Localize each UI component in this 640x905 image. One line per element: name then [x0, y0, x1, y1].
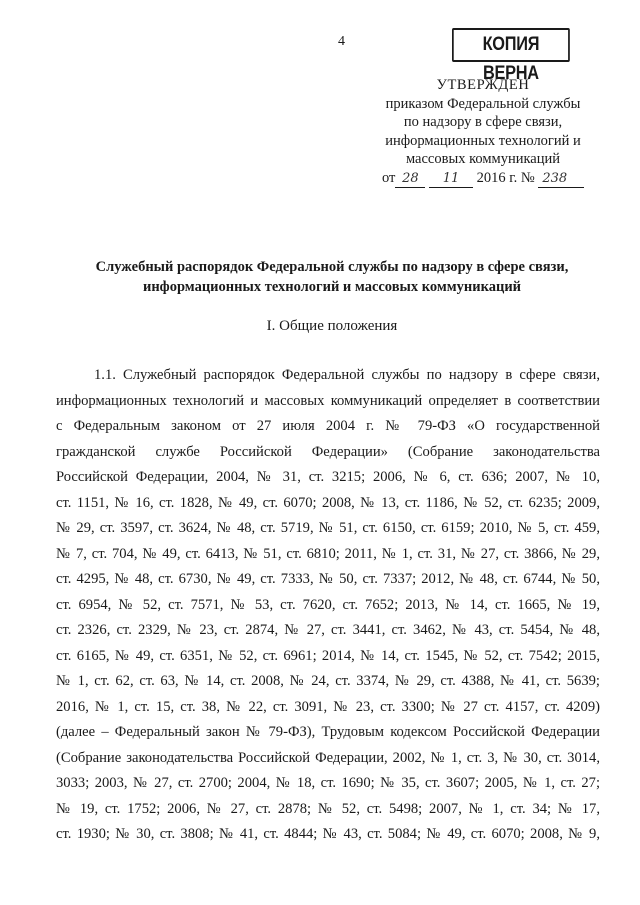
body-line: № 7, ст. 704, № 49, ст. 6413, № 51, ст. 6810; 2011, № 1, ст. 31, № 27, ст. 3866, № 29, — [56, 545, 600, 562]
body-line: ст. 2326, ст. 2329, № 23, ст. 2874, № 27, ст. 3441, ст. 3462, № 43, ст. 5454, № 48, — [56, 622, 600, 638]
body-line: 1.1. Служебный распорядок Федеральной службы по надзору в сфере связи, — [94, 367, 600, 383]
page-number: 4 — [338, 34, 345, 49]
body-line: ст. 6165, № 49, ст. 6351, № 52, ст. 6961; 2014, № 14, ст. 1545, № 52, ст. 7542; 2015, — [56, 647, 600, 664]
approval-line: информационных технологий и — [385, 132, 581, 149]
approval-block — [370, 76, 596, 188]
approval-date-line — [370, 169, 596, 188]
order-number-handwritten: 238 — [538, 171, 584, 188]
date-day-handwritten: 28 — [395, 171, 425, 188]
approval-line: по надзору в сфере связи, — [403, 114, 563, 130]
document-title-line: информационных технологий и массовых коммуникаций — [142, 279, 522, 295]
body-line: (далее – Федеральный закон № 79-ФЗ), Трудовым кодексом Российской Федерации — [56, 724, 600, 740]
body-text — [56, 363, 600, 848]
body-line: ст. 6954, № 52, ст. 7571, № 53, ст. 7620, ст. 7652; 2013, № 14, ст. 1665, № 19, — [56, 596, 600, 613]
body-line: № 19, ст. 1752; 2006, № 27, ст. 2878; № 52, ст. 5498; 2007, № 1, ст. 34; № 17, — [56, 800, 600, 817]
date-prefix: от — [382, 169, 396, 186]
body-line: ст. 4295, № 48, ст. 6730, № 49, ст. 7333, № 50, ст. 7337; 2012, № 48, ст. 6744, № 50, — [56, 571, 600, 587]
body-line: 2016, № 1, ст. 15, ст. 38, № 22, ст. 3091, № 23, ст. 3300; № 27 ст. 4157, ст. 4209) — [56, 698, 600, 715]
body-line: ст. 1151, № 16, ст. 1828, № 49, ст. 6070; 2008, № 13, ст. 1186, № 52, ст. 6235; 2009, — [56, 494, 600, 511]
document-title-line: Служебный распорядок Федеральной службы по надзору в сфере связи, — [95, 259, 569, 275]
body-line: 3033; 2003, № 27, ст. 2700; 2004, № 18, ст. 1690; № 35, ст. 3607; 2005, № 1, ст. 27; — [56, 775, 600, 791]
body-line: ст. 1930; № 30, ст. 3808; № 41, ст. 4844; № 43, ст. 5084; № 49, ст. 6070; 2008, № 9, — [56, 826, 600, 842]
approval-heading: УТВЕРЖДЕН — [436, 77, 530, 93]
body-line: № 29, ст. 3597, ст. 3624, № 48, ст. 5719, № 51, ст. 6150, ст. 6159; 2010, № 5, ст. 459, — [56, 520, 600, 536]
date-month-handwritten: 11 — [429, 171, 473, 188]
section-heading: I. Общие положения — [266, 318, 398, 334]
body-line: гражданской службе Российской Федерации» (Собрание законодательства — [56, 443, 600, 460]
certified-copy-stamp: КОПИЯ ВЕРНА — [452, 28, 570, 62]
body-line: информационных технологий и массовых коммуникаций определяет в соответствии — [56, 392, 600, 409]
body-line: (Собрание законодательства Российской Федерации, 2002, № 1, ст. 3, № 30, ст. 3014, — [56, 749, 600, 766]
approval-line: массовых коммуникаций — [405, 151, 561, 167]
date-year-text: 2016 г. № — [476, 169, 535, 186]
approval-line: приказом Федеральной службы — [385, 95, 581, 112]
body-line: Российской Федерации, 2004, № 31, ст. 3215; 2006, № 6, ст. 636; 2007, № 10, — [56, 469, 600, 485]
body-line: № 1, ст. 62, ст. 63, № 14, ст. 2008, № 24, ст. 3374, № 29, ст. 4388, № 41, ст. 5639; — [56, 673, 600, 689]
document-title — [70, 257, 594, 297]
body-line: с Федеральным законом от 27 июля 2004 г. № 79-ФЗ «О государственной — [56, 418, 600, 434]
